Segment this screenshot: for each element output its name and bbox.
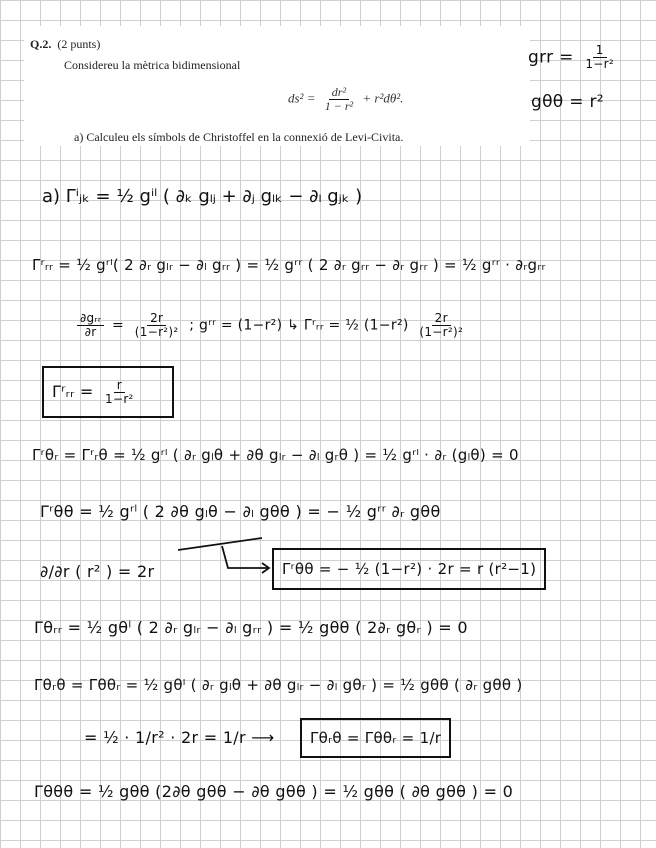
result-box-gamma-thrth: Γθᵣθ = Γθθᵣ = 1/r <box>300 718 451 758</box>
part-a-prompt: a) Calculeu els símbols de Christoffel en la connexió de Levi-Civita. <box>74 130 404 144</box>
result-box-gamma-rrr: Γʳᵣᵣ = $\frac{r}{\text{1−r²}}$ <box>42 366 174 418</box>
result-box-gamma-rthth: Γʳθθ = − ½ (1−r²) · 2r = r (r²−1) <box>272 548 546 590</box>
gamma-rthth-derivation: Γʳθθ = ½ gʳˡ ( 2 ∂θ gₗθ − ∂ₗ gθθ ) = − ½ gʳʳ ∂ᵣ gθθ <box>40 502 441 521</box>
gamma-thrth-derivation: Γθᵣθ = Γθθᵣ = ½ gθˡ ( ∂ᵣ gₗθ + ∂θ gₗᵣ − ∂ₗ gθᵣ ) = ½ gθθ ( ∂ᵣ gθθ ) <box>34 676 523 694</box>
side-note-gthth: gθθ = r² <box>531 92 604 112</box>
question-label: Q.2. (2 punts) <box>30 37 101 51</box>
gamma-rrr-derivation: Γʳᵣᵣ = ½ gʳˡ( 2 ∂ᵣ gₗᵣ − ∂ₗ gᵣᵣ ) = ½ gʳʳ ( 2 ∂ᵣ gᵣᵣ − ∂ᵣ gᵣᵣ ) = ½ gʳʳ · ∂ᵣgᵣᵣ <box>32 256 546 274</box>
metric-equation: ds² = $\frac{\text{dr²}}{\text{1 − r²}}$ + r²dθ². <box>288 85 404 114</box>
gamma-rthr-derivation: Γʳθᵣ = Γʳᵣθ = ½ gʳˡ ( ∂ᵣ gₗθ + ∂θ gₗᵣ − ∂ₗ gᵣθ ) = ½ gʳˡ · ∂ᵣ (gₗθ) = 0 <box>32 446 519 464</box>
r-squared-derivative: ∂/∂r ( r² ) = 2r <box>40 562 155 581</box>
gamma-thrr-derivation: Γθᵣᵣ = ½ gθˡ ( 2 ∂ᵣ gₗᵣ − ∂ₗ gᵣᵣ ) = ½ gθθ ( 2∂ᵣ gθᵣ ) = 0 <box>34 618 468 637</box>
arrow-to-box <box>176 536 276 580</box>
side-note-grr: grr = $\frac{1}{\text{1−r²}}$ <box>528 43 614 72</box>
gamma-thrth-simplification: = ½ · 1/r² · 2r = 1/r ⟶ <box>84 728 275 747</box>
gamma-ththth-derivation: Γθθθ = ½ gθθ (2∂θ gθθ − ∂θ gθθ ) = ½ gθθ ( ∂θ gθθ ) = 0 <box>34 782 514 801</box>
question-intro: Considereu la mètrica bidimensional <box>64 58 241 72</box>
grr-derivative-line: $\frac{\text{∂gᵣᵣ}}{\partial r}$ = $\frac{2r}{\text{(1−r²)²}}$ ; gʳʳ = (1−r²) ↳ Γʳᵣᵣ = ½ (1−r²) $\frac{2r}{\text{(1−r²)²}}$ <box>74 312 469 339</box>
christoffel-formula: a) Γⁱⱼₖ = ½ gⁱˡ ( ∂ₖ gₗⱼ + ∂ⱼ gₗₖ − ∂ₗ gⱼₖ ) <box>42 186 363 207</box>
